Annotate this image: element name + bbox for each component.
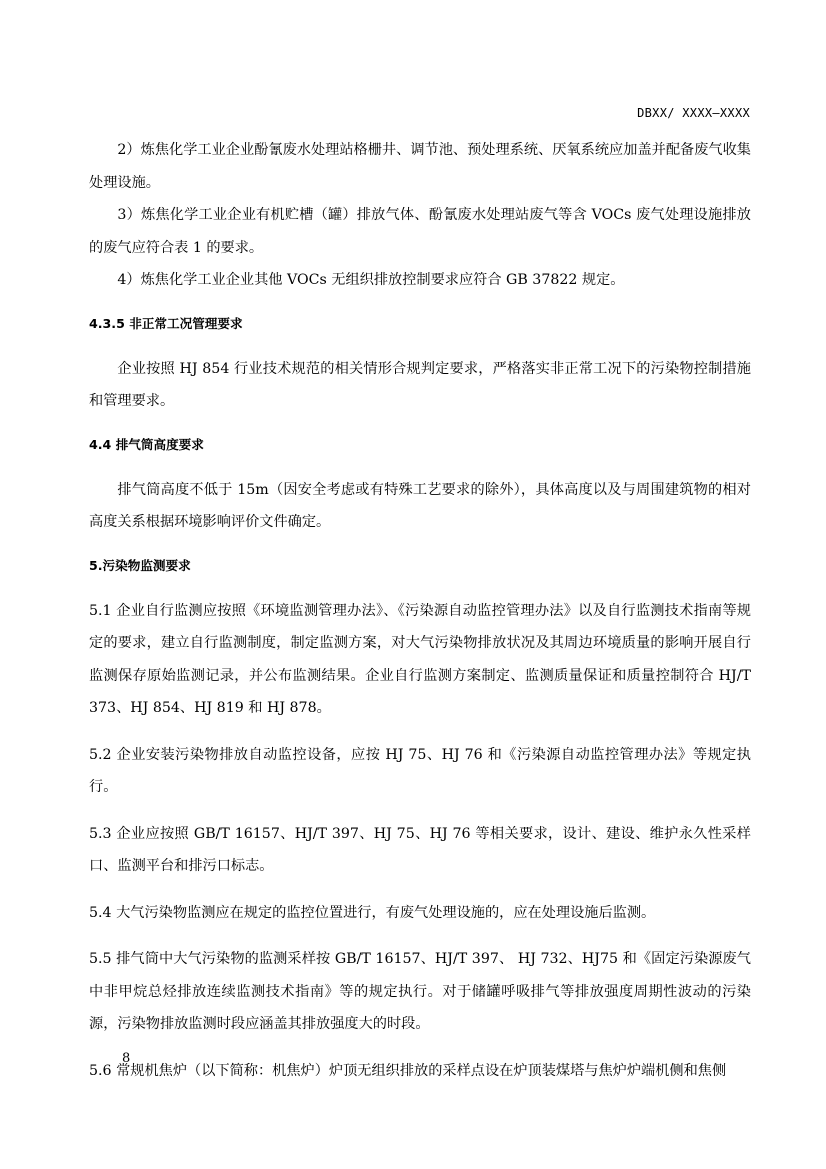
- clause-5-6: 5.6 常规机焦炉（以下简称：机焦炉）炉顶无组织排放的采样点设在炉顶装煤塔与焦炉炉端机侧和焦侧: [89, 1062, 727, 1079]
- clause-5-4: 5.4 大气污染物监测应在规定的监控位置进行，有废气处理设施的，应在处理设施后监测。: [89, 904, 656, 921]
- section-heading-4-4: 4.4 排气筒高度要求: [89, 436, 204, 452]
- section-4-4-text: 排气筒高度不低于 15m（因安全考虑或有特殊工艺要求的除外），具体高度以及与周围建筑物的相对高度关系根据环境影响评价文件确定。: [89, 481, 751, 530]
- section-4-3-5-text: 企业按照 HJ 854 行业技术规范的相关情形合规判定要求，严格落实非正常工况下的污染物控制措施和管理要求。: [89, 360, 751, 409]
- section-heading-5: 5.污染物监测要求: [89, 557, 191, 573]
- clause-5-1: 5.1 企业自行监测应按照《环境监测管理办法》、《污染源自动监控管理办法》以及自行监测技术指南等规定的要求，建立自行监测制度，制定监测方案，对大气污染物排放状况及其周边环境质量的影响开展自行监测保存原始监测记录，并公布监测结果。企业自行监测方案制定、监测质量保证和质量控制符合 HJ/T 373、HJ 854、HJ 819 和 HJ 878。: [89, 602, 751, 716]
- clause-5-5: 5.5 排气筒中大气污染物的监测采样按 GB/T 16157、HJ/T 397、 HJ 732、HJ75 和《固定污染源废气中非甲烷总烃排放连续监测技术指南》等的规定执行。对于储罐呼吸排气等排放强度周期性波动的污染源，污染物排放监测时段应涵盖其排放强度大的时段。: [89, 951, 751, 1032]
- paragraph-item-2: 2）炼焦化学工业企业酚氰废水处理站格栅井、调节池、预处理系统、厌氧系统应加盖并配备废气收集处理设施。: [89, 142, 751, 191]
- paragraph-item-4: 4）炼焦化学工业企业其他 VOCs 无组织排放控制要求应符合 GB 37822 规定。: [117, 272, 625, 288]
- section-heading-4-3-5: 4.3.5 非正常工况管理要求: [89, 315, 243, 331]
- page-number: 8: [122, 1051, 131, 1066]
- clause-5-2: 5.2 企业安装污染物排放自动监控设备，应按 HJ 75、HJ 76 和《污染源自动监控管理办法》等规定执行。: [89, 746, 751, 795]
- paragraph-item-3: 3）炼焦化学工业企业有机贮槽（罐）排放气体、酚氰废水处理站废气等含 VOCs 废气处理设施排放的废气应符合表 1 的要求。: [89, 207, 751, 256]
- clause-5-3: 5.3 企业应按照 GB/T 16157、HJ/T 397、HJ 75、HJ 76 等相关要求，设计、建设、维护永久性采样口、监测平台和排污口标志。: [89, 825, 751, 874]
- document-body: [89, 134, 751, 1087]
- standard-code: DBXX/ XXXX—XXXX: [637, 106, 750, 120]
